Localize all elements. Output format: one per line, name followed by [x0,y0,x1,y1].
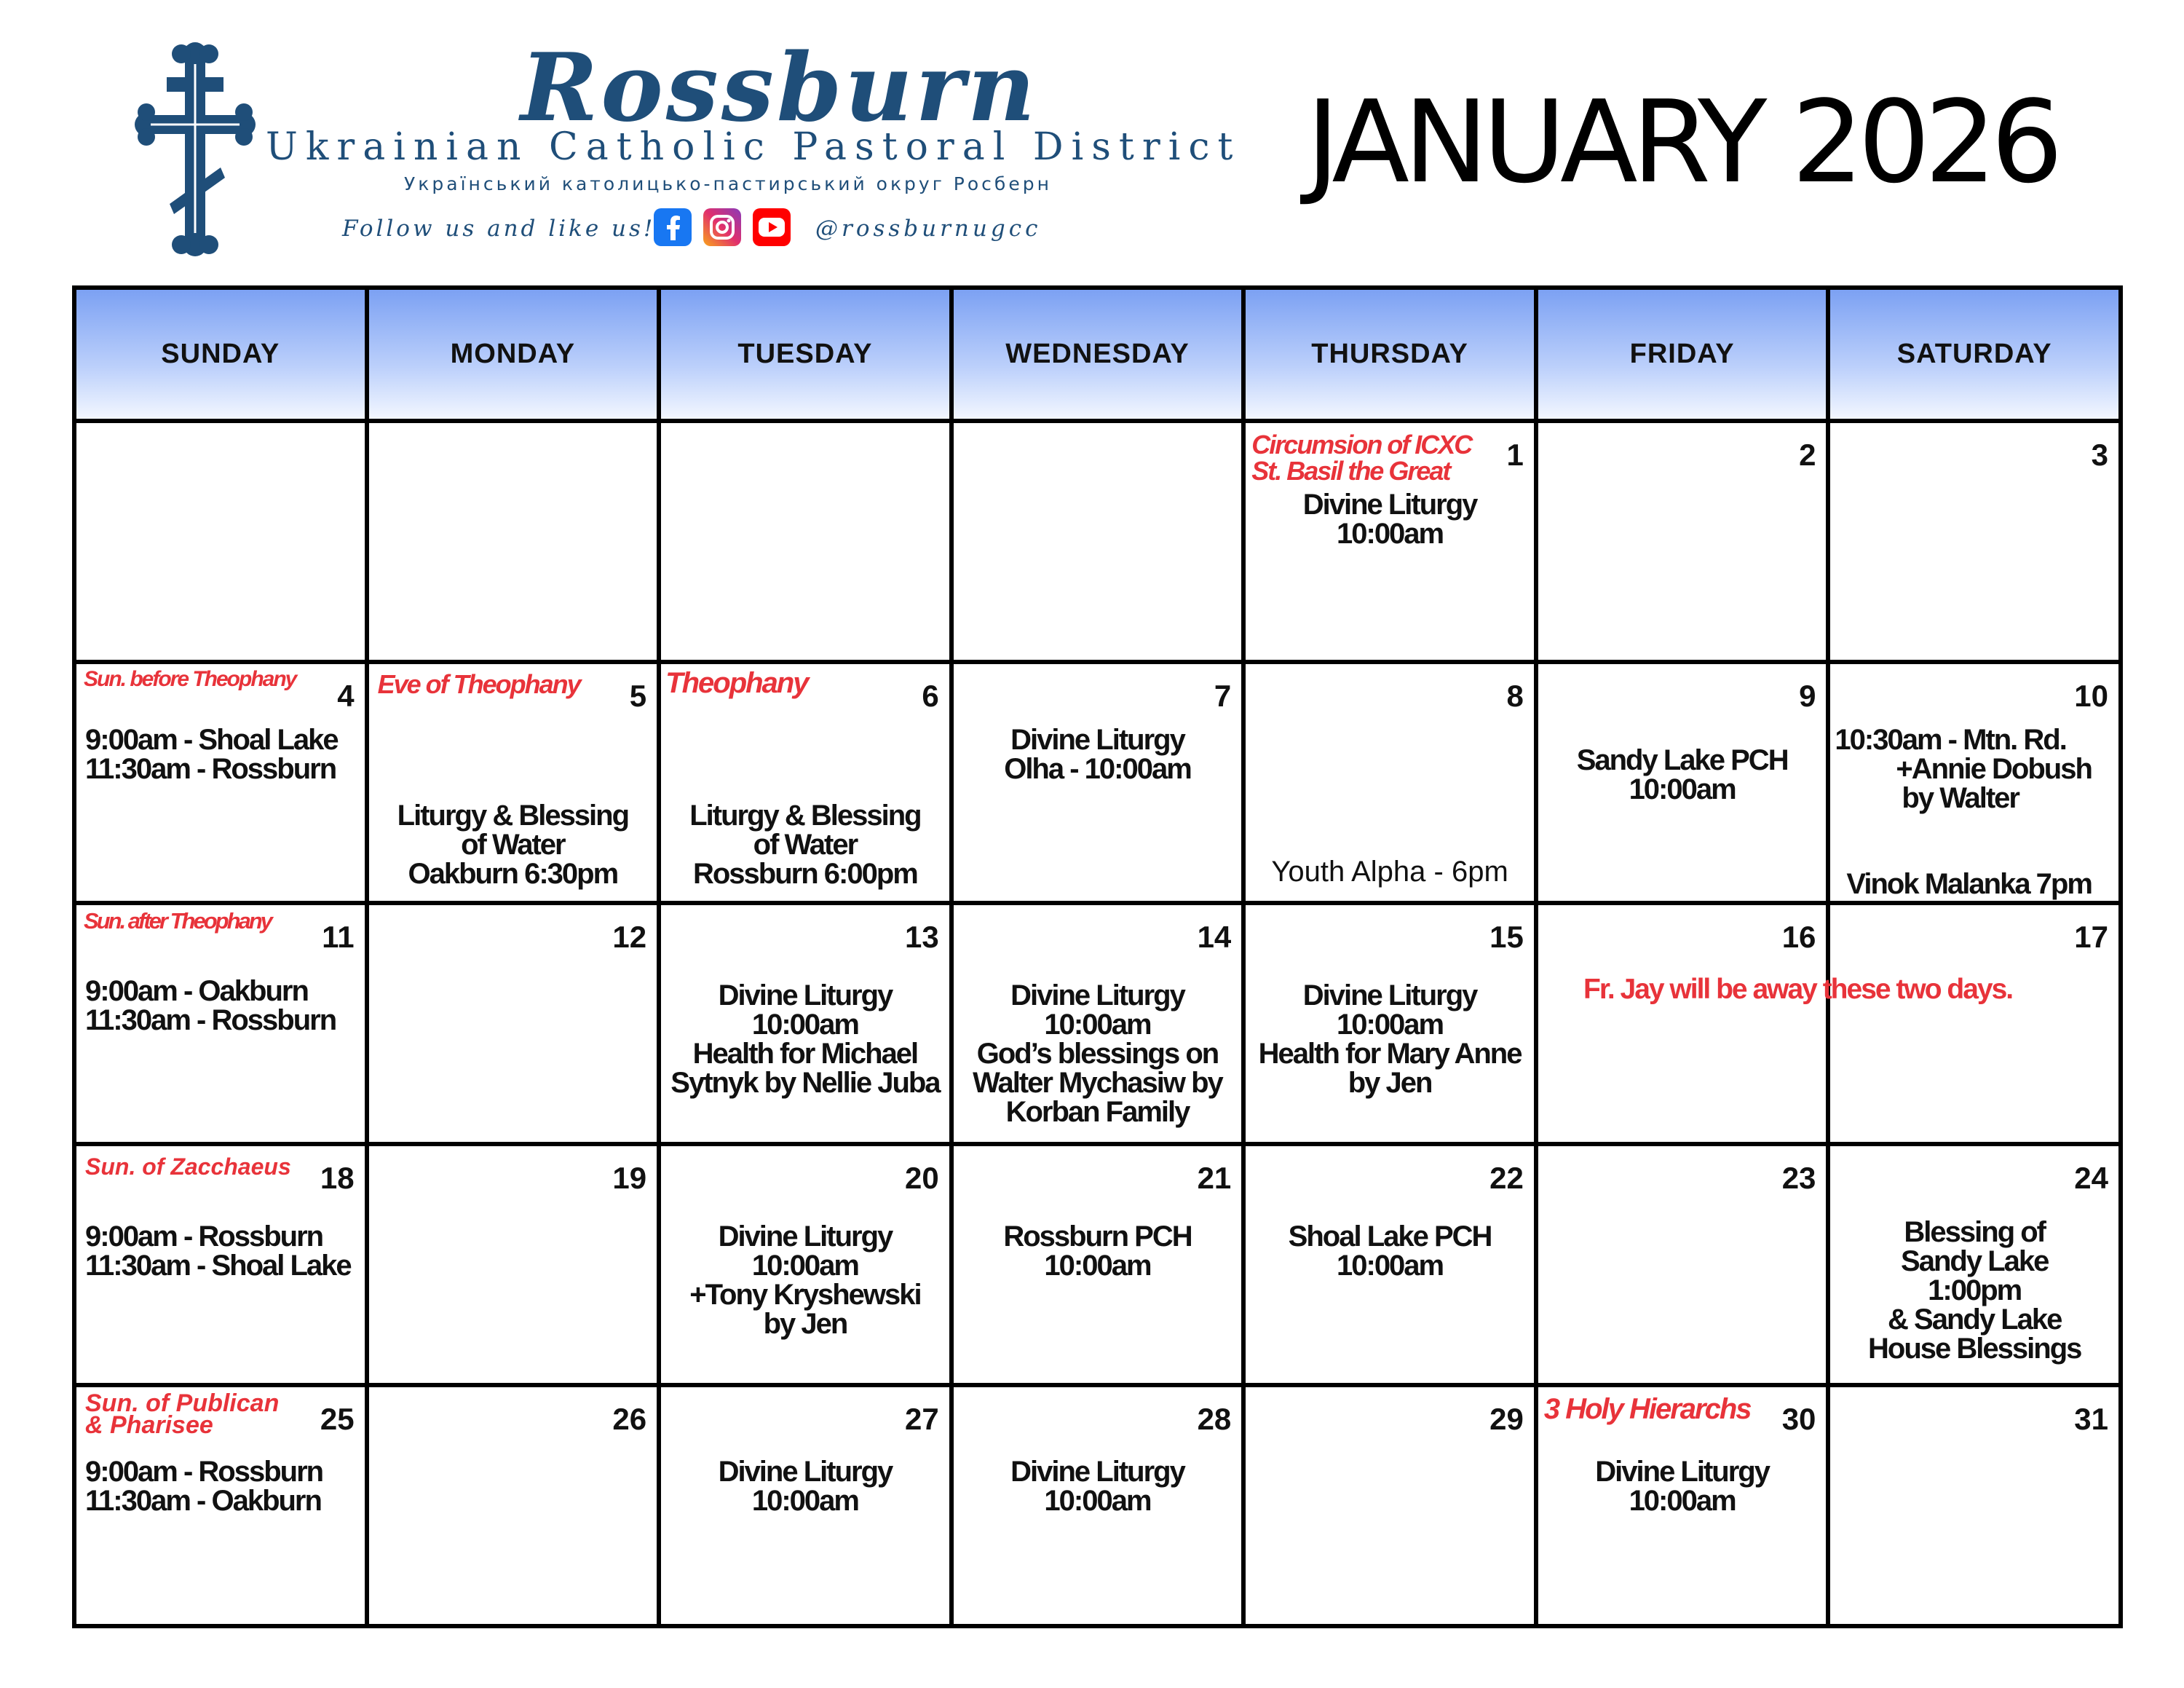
day-cell-10[interactable] [1830,664,2118,901]
event-line: 10:00am [1337,1250,1444,1282]
social-handle[interactable]: @rossburnugcc [815,216,1042,242]
event-line: 1:00pm [1928,1274,2022,1306]
day-number: 29 [1489,1402,1524,1436]
day-number: 12 [612,920,647,954]
event-line: Divine Liturgy [718,1456,893,1488]
event-text [954,981,1242,1127]
day-number: 9 [1799,679,1816,713]
event-line: Sandy Lake PCH [1576,744,1788,776]
event-line: 10:00am [1337,1009,1444,1041]
day-cell-29[interactable] [1246,1387,1534,1624]
event-line: Liturgy & Blessing [397,800,629,832]
event-line: Health for Mary Anne [1258,1038,1522,1070]
feast-line: Circumsion of ICXC [1251,430,1472,460]
event-line: by Jen [763,1308,847,1340]
feast-label: Sun. of Zacchaeus [85,1153,291,1180]
day-cell-1[interactable] [1246,423,1534,660]
feast-label: Theophany [665,667,808,699]
day-number: 24 [2074,1161,2108,1195]
event-line: +Annie Dobush [1896,753,2092,785]
day-cell-3[interactable] [1830,423,2118,660]
feast-label: Sun. before Theophany [84,667,296,691]
event-line: 10:00am [751,1009,858,1041]
event-line: 11:30am - Rossburn [85,1004,336,1036]
day-cell-17[interactable] [1830,905,2118,1142]
event-line: 10:30am - Mtn. Rd. [1835,724,2066,756]
event-line: 10:00am [1629,773,1736,805]
day-number: 8 [1506,679,1524,713]
event-line: Divine Liturgy [718,979,893,1011]
weekday-header-sunday: SUNDAY [76,290,365,419]
day-cell-27[interactable] [661,1387,949,1624]
event-text [85,1222,365,1280]
day-number: 30 [1781,1402,1816,1436]
feast-label: Eve of Theophany [377,669,580,699]
event-line: Health for Michael [692,1038,918,1070]
event-text [1246,490,1534,548]
feast-label: 3 Holy Hierarchs [1543,1393,1751,1425]
day-number: 13 [904,920,939,954]
event-text [1538,746,1827,804]
day-number: 6 [922,679,939,713]
day-number: 17 [2074,920,2108,954]
day-number: 22 [1489,1161,1524,1195]
event-text [1246,981,1534,1097]
event-text [954,1222,1242,1280]
weekday-header-tuesday: TUESDAY [661,290,949,419]
event-line: Korban Family [1005,1096,1190,1128]
weekday-header-wednesday: WEDNESDAY [954,290,1242,419]
event-text [1246,1222,1534,1280]
day-number: 28 [1197,1402,1232,1436]
event-line: House Blessings [1868,1333,2081,1365]
youtube-icon[interactable] [753,208,791,246]
month-title: JANUARY 2026 [1306,76,2057,208]
event-text [661,981,949,1097]
event-line: Divine Liturgy [1010,979,1184,1011]
event-line: God’s blessings on [976,1038,1219,1070]
day-number: 11 [322,920,355,954]
event-line: 11:30am - Rossburn [85,753,336,785]
day-cell-23[interactable] [1538,1146,1827,1383]
empty-day-cell [661,423,949,660]
day-cell-19[interactable] [369,1146,657,1383]
event-line: 10:00am [1044,1009,1151,1041]
event-line: Sandy Lake [1901,1245,2049,1277]
day-cell-16[interactable] [1538,905,1827,1142]
feast-line: & Pharisee [85,1411,213,1439]
day-cell-24[interactable] [1830,1146,2118,1383]
event-line: Sytnyk by Nellie Juba [670,1067,940,1099]
event-line: Divine Liturgy [1010,724,1184,756]
brand-name: Rossburn [521,33,1038,143]
day-number: 20 [904,1161,939,1195]
event-line: Divine Liturgy [718,1220,893,1253]
feast-line: St. Basil the Great [1251,456,1450,486]
empty-day-cell [76,423,365,660]
weekday-header-monday: MONDAY [369,290,657,419]
day-number: 18 [320,1161,355,1195]
event-line: Olha - 10:00am [1004,753,1191,785]
day-number: 4 [337,679,355,713]
event-line: 9:00am - Rossburn [85,1220,323,1253]
day-cell-13[interactable] [661,905,949,1142]
event-text [85,725,365,784]
instagram-icon[interactable] [703,208,741,246]
away-note: Fr. Jay will be away these two days. [1583,974,2013,1005]
day-cell-18[interactable] [76,1146,365,1383]
day-number: 5 [629,679,647,713]
event-line: Rossburn 6:00pm [692,858,917,890]
event-text [661,801,949,888]
event-line: by Jen [1348,1067,1432,1099]
day-number: 2 [1799,438,1816,472]
day-cell-4[interactable] [76,664,365,901]
event-line: Divine Liturgy [1302,979,1477,1011]
day-cell-20[interactable] [661,1146,949,1383]
feast-label: Sun. after Theophany [84,908,271,934]
feast-label [85,1389,280,1439]
event-line: Divine Liturgy [1010,1456,1184,1488]
feast-label [1251,432,1471,484]
event-line: of Water [461,829,565,861]
event-line: Liturgy & Blessing [689,800,921,832]
event-text [661,1222,949,1338]
event-line: Blessing of [1904,1216,2045,1248]
event-line: 10:00am [751,1485,858,1517]
weekday-header-saturday: SATURDAY [1830,290,2118,419]
event-text [954,1457,1242,1515]
event-text [1830,1218,2118,1363]
day-cell-26[interactable] [369,1387,657,1624]
day-number: 10 [2074,679,2108,713]
day-number: 23 [1781,1161,1816,1195]
day-cell-5[interactable] [369,664,657,901]
weekday-header-friday: FRIDAY [1538,290,1827,419]
day-number: 19 [612,1161,647,1195]
event-line: 10:00am [1337,518,1444,550]
event-line: Divine Liturgy [1302,489,1477,521]
day-number: 16 [1781,920,1816,954]
empty-day-cell [954,423,1242,660]
event-text [85,1457,365,1515]
event-line: & Sandy Lake [1888,1304,2062,1336]
day-number: 31 [2074,1402,2108,1436]
cross-logo-icon [135,42,256,256]
event-text [369,801,657,888]
event-line: Walter Mychasiw by [973,1067,1222,1099]
day-cell-11[interactable] [76,905,365,1142]
event-text [85,977,365,1035]
event-line: of Water [753,829,858,861]
day-number: 27 [904,1402,939,1436]
day-cell-8[interactable] [1246,664,1534,901]
day-cell-30[interactable] [1538,1387,1827,1624]
event-line: 9:00am - Shoal Lake [85,724,338,756]
day-number: 1 [1506,438,1524,472]
day-cell-15[interactable] [1246,905,1534,1142]
event-line: 10:00am [1629,1485,1736,1517]
event-text [954,725,1242,784]
day-cell-12[interactable] [369,905,657,1142]
event-text [661,1457,949,1515]
day-number: 3 [2091,438,2108,472]
day-cell-28[interactable] [954,1387,1242,1624]
event-line: 10:00am [1044,1250,1151,1282]
day-cell-7[interactable] [954,664,1242,901]
day-number: 15 [1489,920,1524,954]
brand-subtitle-ukrainian: Український католицько-пастирський округ Росберн [404,173,1052,194]
event-line: Shoal Lake PCH [1288,1220,1492,1253]
event-line: Youth Alpha - 6pm [1271,856,1508,888]
day-cell-9[interactable] [1538,664,1827,901]
event-line: 11:30am - Oakburn [85,1485,321,1517]
day-cell-6[interactable] [661,664,949,901]
day-cell-21[interactable] [954,1146,1242,1383]
day-number: 7 [1214,679,1232,713]
brand-subtitle: Ukrainian Catholic Pastoral District [266,125,1241,169]
facebook-icon[interactable] [654,208,692,246]
day-cell-14[interactable] [954,905,1242,1142]
event-line: Oakburn 6:30pm [408,858,618,890]
follow-text: Follow us and like us! [342,216,656,242]
day-cell-31[interactable] [1830,1387,2118,1624]
event-line: Rossburn PCH [1003,1220,1192,1253]
day-number: 14 [1197,920,1232,954]
event-line: 9:00am - Oakburn [85,975,308,1007]
event-line: 9:00am - Rossburn [85,1456,323,1488]
feast-line: Sun. of Publican [85,1389,280,1417]
day-cell-2[interactable] [1538,423,1827,660]
event-line: by Walter [1902,782,2019,814]
event-line: Divine Liturgy [1595,1456,1769,1488]
event-line: 11:30am - Shoal Lake [85,1250,351,1282]
weekday-header-thursday: THURSDAY [1246,290,1534,419]
event-line: 10:00am [1044,1485,1151,1517]
event-line: 10:00am [751,1250,858,1282]
day-cell-22[interactable] [1246,1146,1534,1383]
day-number: 21 [1197,1161,1232,1195]
day-number: 25 [320,1402,355,1436]
day-cell-25[interactable] [76,1387,365,1624]
event-text [1538,1457,1827,1515]
day-number: 26 [612,1402,647,1436]
calendar-grid [72,285,2123,1628]
empty-day-cell [369,423,657,660]
event-line: +Tony Kryshewski [689,1279,921,1311]
event-line: Vinok Malanka 7pm [1846,868,2092,900]
